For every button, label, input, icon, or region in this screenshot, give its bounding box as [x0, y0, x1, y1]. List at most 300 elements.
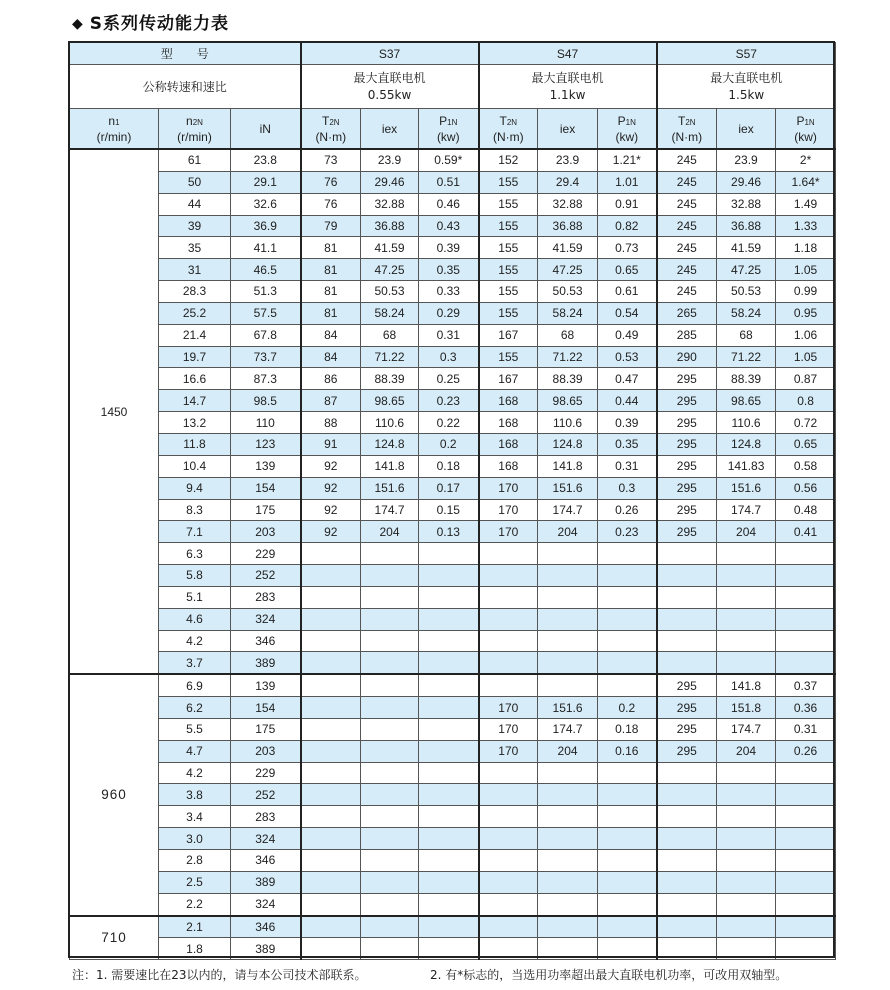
s57-power-cell — [776, 893, 836, 915]
output-speed-cell: 9.4 — [159, 477, 231, 499]
s57-torque-cell — [657, 565, 717, 587]
table-row — [70, 871, 836, 893]
s47-torque-cell: 155 — [479, 171, 538, 193]
s57-torque-cell: 295 — [657, 521, 717, 543]
ratio-cell: 154 — [231, 477, 301, 499]
s47-iex-cell — [538, 630, 598, 652]
output-speed-cell: 2.2 — [159, 893, 231, 915]
ratio-cell: 324 — [231, 608, 301, 630]
s47-power-cell: 1.21* — [598, 149, 657, 171]
column-unit: (N·m) — [492, 129, 524, 144]
output-speed-cell: 8.3 — [159, 499, 231, 521]
s37-power-cell — [419, 762, 479, 784]
s57-torque-cell — [657, 916, 717, 938]
column-unit: (N·m) — [315, 129, 347, 144]
s37-power-cell: 0.46 — [419, 193, 479, 215]
s47-torque-cell — [479, 893, 538, 915]
s57-torque-cell: 290 — [657, 346, 717, 368]
table-row — [70, 762, 836, 784]
s57-torque-cell — [657, 828, 717, 850]
s47-torque-cell: 170 — [479, 499, 538, 521]
ratio-cell: 203 — [231, 521, 301, 543]
s37-power-cell — [419, 652, 479, 674]
s57-torque-cell — [657, 652, 717, 674]
s47-power-cell — [598, 828, 657, 850]
s47-torque-cell: 168 — [479, 412, 538, 434]
s47-iex-cell — [538, 674, 598, 696]
column-unit: (kw) — [436, 129, 460, 144]
s47-torque-cell: 155 — [479, 193, 538, 215]
s47-iex-cell — [538, 784, 598, 806]
ratio-cell: 346 — [231, 850, 301, 872]
s47-torque-cell — [479, 762, 538, 784]
col-n1 — [70, 109, 159, 150]
s57-torque-cell: 245 — [657, 215, 717, 237]
s37-iex-cell: 29.46 — [361, 171, 419, 193]
ratio-cell: 346 — [231, 630, 301, 652]
motor-s37 — [301, 65, 479, 109]
s57-torque-cell — [657, 543, 717, 565]
s37-power-cell: 0.43 — [419, 215, 479, 237]
output-speed-cell: 35 — [159, 237, 231, 259]
output-speed-cell: 4.2 — [159, 762, 231, 784]
s47-power-cell: 0.39 — [598, 412, 657, 434]
s57-iex-cell — [717, 938, 776, 960]
model-label: 型 号 — [70, 43, 301, 65]
s47-power-cell — [598, 938, 657, 960]
output-speed-cell: 5.1 — [159, 586, 231, 608]
s57-iex-cell — [717, 784, 776, 806]
column-symbol: n2N — [186, 113, 203, 128]
s57-iex-cell — [717, 916, 776, 938]
col-s47-t2n — [479, 109, 538, 150]
s57-power-cell: 0.99 — [776, 281, 836, 303]
page-title — [72, 9, 229, 34]
s47-torque-cell — [479, 586, 538, 608]
s37-torque-cell — [301, 630, 361, 652]
s37-power-cell — [419, 828, 479, 850]
s37-torque-cell: 81 — [301, 281, 361, 303]
s37-torque-cell — [301, 718, 361, 740]
table-row — [70, 718, 836, 740]
column-symbol: P1N — [439, 113, 458, 128]
s47-iex-cell: 29.4 — [538, 171, 598, 193]
table-row — [70, 608, 836, 630]
s37-power-cell — [419, 586, 479, 608]
s37-power-cell: 0.29 — [419, 302, 479, 324]
s57-torque-cell: 295 — [657, 412, 717, 434]
table-row — [70, 302, 836, 324]
s37-power-cell: 0.31 — [419, 324, 479, 346]
output-speed-cell: 10.4 — [159, 455, 231, 477]
s57-iex-cell: 58.24 — [717, 302, 776, 324]
ratio-cell: 41.1 — [231, 237, 301, 259]
s37-power-cell — [419, 893, 479, 915]
s47-iex-cell — [538, 565, 598, 587]
input-speed-cell: 1450 — [70, 149, 159, 674]
s47-power-cell — [598, 586, 657, 608]
s37-torque-cell: 91 — [301, 433, 361, 455]
s57-power-cell: 1.05 — [776, 259, 836, 281]
motor-label: 最大直联电机 — [353, 71, 426, 85]
speed-ratio-label: 公称转速和速比 — [70, 65, 301, 109]
s37-torque-cell: 81 — [301, 302, 361, 324]
ratio-cell: 389 — [231, 938, 301, 960]
s57-iex-cell: 110.6 — [717, 412, 776, 434]
s37-power-cell: 0.33 — [419, 281, 479, 303]
s47-power-cell: 0.35 — [598, 433, 657, 455]
s57-torque-cell: 245 — [657, 149, 717, 171]
s47-iex-cell — [538, 850, 598, 872]
s57-power-cell: 1.05 — [776, 346, 836, 368]
s37-power-cell — [419, 916, 479, 938]
s47-iex-cell — [538, 938, 598, 960]
col-s37-t2n — [301, 109, 361, 150]
output-speed-cell: 4.7 — [159, 740, 231, 762]
s57-power-cell: 1.06 — [776, 324, 836, 346]
s47-torque-cell — [479, 674, 538, 696]
s47-torque-cell: 155 — [479, 346, 538, 368]
s37-torque-cell: 88 — [301, 412, 361, 434]
s37-torque-cell — [301, 652, 361, 674]
col-s57-t2n — [657, 109, 717, 150]
s47-power-cell: 0.23 — [598, 521, 657, 543]
column-unit: (kw) — [794, 129, 817, 144]
s47-power-cell: 0.73 — [598, 237, 657, 259]
s47-power-cell: 0.53 — [598, 346, 657, 368]
table-row — [70, 543, 836, 565]
output-speed-cell: 3.4 — [159, 806, 231, 828]
table-row — [70, 455, 836, 477]
ratio-cell: 98.5 — [231, 390, 301, 412]
output-speed-cell: 5.5 — [159, 718, 231, 740]
s47-iex-cell: 151.6 — [538, 697, 598, 719]
table-row — [70, 433, 836, 455]
column-symbol: iN — [259, 121, 271, 136]
s37-torque-cell: 81 — [301, 259, 361, 281]
s57-iex-cell: 204 — [717, 521, 776, 543]
s47-torque-cell: 170 — [479, 718, 538, 740]
s47-iex-cell: 71.22 — [538, 346, 598, 368]
table-row — [70, 390, 836, 412]
s57-iex-cell: 41.59 — [717, 237, 776, 259]
column-symbol: T2N — [321, 113, 340, 128]
s57-torque-cell: 245 — [657, 259, 717, 281]
column-symbol: T2N — [678, 113, 696, 128]
s57-iex-cell: 141.83 — [717, 455, 776, 477]
s57-iex-cell: 23.9 — [717, 149, 776, 171]
s37-power-cell — [419, 565, 479, 587]
s47-torque-cell — [479, 784, 538, 806]
s57-iex-cell: 50.53 — [717, 281, 776, 303]
s47-torque-cell: 170 — [479, 697, 538, 719]
s37-iex-cell: 58.24 — [361, 302, 419, 324]
ratio-cell: 51.3 — [231, 281, 301, 303]
table-body — [70, 149, 836, 960]
s57-power-cell — [776, 828, 836, 850]
s37-torque-cell — [301, 806, 361, 828]
s37-iex-cell: 47.25 — [361, 259, 419, 281]
s37-iex-cell: 23.9 — [361, 149, 419, 171]
s37-iex-cell: 36.88 — [361, 215, 419, 237]
s47-power-cell — [598, 784, 657, 806]
s57-power-cell: 0.36 — [776, 697, 836, 719]
table-row — [70, 368, 836, 390]
s47-power-cell — [598, 630, 657, 652]
s47-power-cell: 0.44 — [598, 390, 657, 412]
table-row — [70, 171, 836, 193]
s57-iex-cell: 36.88 — [717, 215, 776, 237]
s47-iex-cell — [538, 608, 598, 630]
ratio-cell: 389 — [231, 652, 301, 674]
table-row — [70, 477, 836, 499]
s57-torque-cell: 295 — [657, 499, 717, 521]
s47-iex-cell: 174.7 — [538, 718, 598, 740]
s47-power-cell: 0.26 — [598, 499, 657, 521]
table-row — [70, 521, 836, 543]
s37-power-cell: 0.22 — [419, 412, 479, 434]
table-row — [70, 565, 836, 587]
s37-iex-cell — [361, 652, 419, 674]
s47-power-cell: 0.82 — [598, 215, 657, 237]
s57-power-cell: 2* — [776, 149, 836, 171]
s37-power-cell — [419, 630, 479, 652]
s47-torque-cell: 168 — [479, 433, 538, 455]
s47-iex-cell: 50.53 — [538, 281, 598, 303]
motor-power: 1.5kw — [728, 88, 765, 102]
s57-iex-cell: 29.46 — [717, 171, 776, 193]
s47-iex-cell: 204 — [538, 521, 598, 543]
s57-iex-cell — [717, 806, 776, 828]
s57-torque-cell — [657, 630, 717, 652]
s57-iex-cell — [717, 586, 776, 608]
s57-iex-cell — [717, 871, 776, 893]
output-speed-cell: 7.1 — [159, 521, 231, 543]
s57-torque-cell — [657, 893, 717, 915]
output-speed-cell: 25.2 — [159, 302, 231, 324]
s47-power-cell: 0.31 — [598, 455, 657, 477]
s57-power-cell: 0.95 — [776, 302, 836, 324]
s37-iex-cell — [361, 630, 419, 652]
s37-iex-cell — [361, 850, 419, 872]
s47-torque-cell — [479, 608, 538, 630]
table-row — [70, 237, 836, 259]
table-row — [70, 784, 836, 806]
ratio-cell: 67.8 — [231, 324, 301, 346]
motor-label: 最大直联电机 — [710, 71, 783, 85]
s37-torque-cell — [301, 674, 361, 696]
s57-iex-cell: 204 — [717, 740, 776, 762]
column-symbol: n1 — [108, 113, 120, 128]
s47-torque-cell: 170 — [479, 477, 538, 499]
s47-iex-cell — [538, 916, 598, 938]
table-row — [70, 412, 836, 434]
s37-power-cell: 0.13 — [419, 521, 479, 543]
s57-power-cell: 0.65 — [776, 433, 836, 455]
s37-power-cell — [419, 806, 479, 828]
output-speed-cell: 16.6 — [159, 368, 231, 390]
s47-power-cell: 0.16 — [598, 740, 657, 762]
column-symbol: iex — [738, 121, 754, 136]
s47-iex-cell — [538, 871, 598, 893]
output-speed-cell: 6.2 — [159, 697, 231, 719]
s47-torque-cell — [479, 916, 538, 938]
s47-iex-cell: 151.6 — [538, 477, 598, 499]
column-unit: (kw) — [615, 129, 639, 144]
ratio-cell: 57.5 — [231, 302, 301, 324]
s37-power-cell — [419, 674, 479, 696]
table-row — [70, 828, 836, 850]
s37-power-cell: 0.17 — [419, 477, 479, 499]
s37-torque-cell: 81 — [301, 237, 361, 259]
s47-iex-cell — [538, 828, 598, 850]
s37-power-cell — [419, 784, 479, 806]
table-row — [70, 740, 836, 762]
col-n2n — [159, 109, 231, 150]
s37-torque-cell: 92 — [301, 477, 361, 499]
ratio-cell: 175 — [231, 499, 301, 521]
s37-power-cell — [419, 850, 479, 872]
s47-iex-cell: 23.9 — [538, 149, 598, 171]
s57-torque-cell — [657, 806, 717, 828]
footnotes — [72, 966, 852, 983]
s47-torque-cell: 152 — [479, 149, 538, 171]
s57-torque-cell — [657, 784, 717, 806]
s57-power-cell — [776, 938, 836, 960]
s57-iex-cell — [717, 652, 776, 674]
output-speed-cell: 13.2 — [159, 412, 231, 434]
s47-power-cell — [598, 543, 657, 565]
ratio-cell: 23.8 — [231, 149, 301, 171]
table-row — [70, 346, 836, 368]
column-symbol: iex — [559, 121, 576, 136]
s47-torque-cell: 167 — [479, 368, 538, 390]
s57-torque-cell: 295 — [657, 718, 717, 740]
s47-iex-cell: 110.6 — [538, 412, 598, 434]
output-speed-cell: 50 — [159, 171, 231, 193]
motor-s57 — [657, 65, 836, 109]
table-row — [70, 149, 836, 171]
s57-iex-cell — [717, 608, 776, 630]
s47-power-cell: 0.65 — [598, 259, 657, 281]
table-row — [70, 281, 836, 303]
s57-power-cell: 0.41 — [776, 521, 836, 543]
s47-power-cell — [598, 916, 657, 938]
col-s37-p1n — [419, 109, 479, 150]
s47-iex-cell: 68 — [538, 324, 598, 346]
s57-iex-cell — [717, 893, 776, 915]
table-row — [70, 674, 836, 696]
s47-power-cell — [598, 652, 657, 674]
s47-iex-cell: 141.8 — [538, 455, 598, 477]
col-s47-p1n — [598, 109, 657, 150]
col-in — [231, 109, 301, 150]
s37-iex-cell — [361, 871, 419, 893]
column-symbol: T2N — [499, 113, 518, 128]
ratio-cell: 36.9 — [231, 215, 301, 237]
s37-torque-cell — [301, 828, 361, 850]
column-symbol: P1N — [796, 113, 815, 128]
s57-iex-cell — [717, 630, 776, 652]
s57-iex-cell — [717, 565, 776, 587]
ratio-cell: 203 — [231, 740, 301, 762]
s37-torque-cell — [301, 543, 361, 565]
note-2: 2. 有*标志的，当选用功率超出最大直联电机功率，可改用双轴型。 — [430, 968, 788, 982]
s57-power-cell — [776, 762, 836, 784]
s57-torque-cell: 295 — [657, 390, 717, 412]
output-speed-cell: 1.8 — [159, 938, 231, 960]
input-speed-cell: 710 — [70, 916, 159, 960]
s37-torque-cell — [301, 608, 361, 630]
s37-power-cell: 0.15 — [419, 499, 479, 521]
column-symbol: P1N — [617, 113, 636, 128]
s37-iex-cell: 141.8 — [361, 455, 419, 477]
s37-power-cell: 0.3 — [419, 346, 479, 368]
s57-power-cell: 0.56 — [776, 477, 836, 499]
output-speed-cell: 3.8 — [159, 784, 231, 806]
output-speed-cell: 6.3 — [159, 543, 231, 565]
ratio-cell: 389 — [231, 871, 301, 893]
s47-torque-cell — [479, 850, 538, 872]
motor-label: 最大直联电机 — [531, 71, 604, 85]
s57-power-cell: 1.64* — [776, 171, 836, 193]
s37-torque-cell: 92 — [301, 499, 361, 521]
output-speed-cell: 4.2 — [159, 630, 231, 652]
s57-torque-cell: 295 — [657, 740, 717, 762]
s57-torque-cell: 265 — [657, 302, 717, 324]
motor-row — [70, 65, 836, 109]
s47-power-cell — [598, 871, 657, 893]
table-row — [70, 652, 836, 674]
s37-power-cell: 0.18 — [419, 455, 479, 477]
ratio-cell: 29.1 — [231, 171, 301, 193]
ratio-cell: 46.5 — [231, 259, 301, 281]
output-speed-cell: 61 — [159, 149, 231, 171]
s57-power-cell: 0.87 — [776, 368, 836, 390]
s37-power-cell — [419, 718, 479, 740]
s47-iex-cell: 174.7 — [538, 499, 598, 521]
s37-iex-cell — [361, 893, 419, 915]
s57-torque-cell — [657, 762, 717, 784]
s47-torque-cell: 155 — [479, 302, 538, 324]
output-speed-cell: 4.6 — [159, 608, 231, 630]
s37-torque-cell — [301, 938, 361, 960]
s37-iex-cell: 204 — [361, 521, 419, 543]
table-row — [70, 916, 836, 938]
s37-iex-cell: 50.53 — [361, 281, 419, 303]
col-s47-iex — [538, 109, 598, 150]
s47-iex-cell: 58.24 — [538, 302, 598, 324]
input-speed-cell: 960 — [70, 674, 159, 915]
s47-iex-cell — [538, 762, 598, 784]
s37-torque-cell: 84 — [301, 324, 361, 346]
ratio-cell: 123 — [231, 433, 301, 455]
s37-iex-cell — [361, 762, 419, 784]
s57-torque-cell: 245 — [657, 281, 717, 303]
s47-torque-cell — [479, 871, 538, 893]
s57-power-cell: 1.18 — [776, 237, 836, 259]
ratio-cell: 87.3 — [231, 368, 301, 390]
col-s37-iex — [361, 109, 419, 150]
s47-power-cell — [598, 850, 657, 872]
s57-power-cell — [776, 806, 836, 828]
s57-power-cell: 1.33 — [776, 215, 836, 237]
s57-power-cell — [776, 916, 836, 938]
output-speed-cell: 2.5 — [159, 871, 231, 893]
column-unit: (r/min) — [177, 129, 212, 144]
s57-iex-cell — [717, 828, 776, 850]
s47-power-cell: 0.47 — [598, 368, 657, 390]
